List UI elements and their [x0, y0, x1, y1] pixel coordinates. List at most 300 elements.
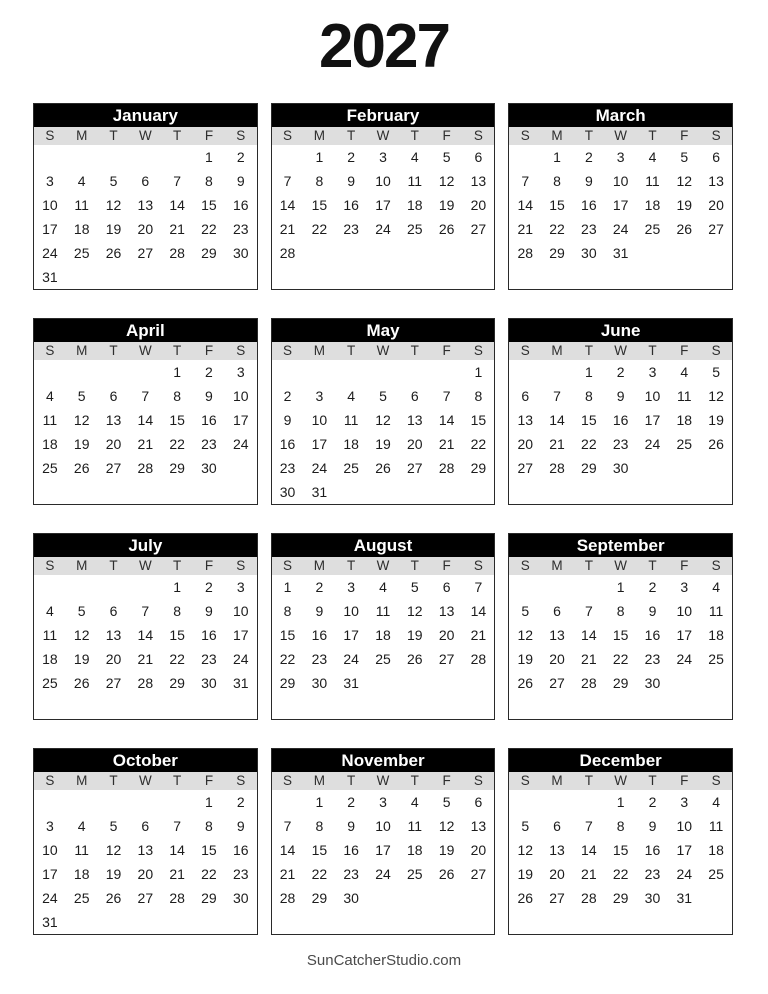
weekday-label: T	[584, 128, 593, 143]
date-cell: 27	[407, 460, 423, 476]
date-cell-empty	[700, 886, 732, 910]
date-cell: 12	[708, 388, 724, 404]
weekday-label: S	[283, 558, 293, 573]
date-cell-empty	[509, 145, 541, 169]
weekday-header-row	[272, 772, 495, 790]
date-cell: 30	[201, 460, 217, 476]
date-cell-empty	[399, 886, 431, 910]
date-cell-empty	[272, 910, 304, 934]
weekday-label: W	[138, 558, 152, 573]
weekday-label: T	[173, 558, 182, 573]
date-cell: 15	[169, 627, 185, 643]
date-cell-empty	[272, 145, 304, 169]
date-cell: 5	[109, 173, 118, 189]
date-cell-empty	[34, 480, 66, 504]
date-cell-empty	[463, 241, 495, 265]
date-cell: 14	[517, 197, 534, 213]
date-cell: 2	[584, 149, 593, 165]
weekday-label: S	[473, 343, 483, 358]
date-cell-empty	[637, 456, 669, 480]
date-cell-empty	[668, 456, 700, 480]
date-cell: 5	[77, 603, 86, 619]
date-cell-empty	[700, 480, 732, 504]
month-block-december	[508, 748, 733, 935]
date-cell: 20	[105, 436, 122, 452]
date-cell: 29	[169, 460, 185, 476]
date-cell: 14	[279, 197, 296, 213]
weekday-label: T	[109, 343, 118, 358]
date-cell: 25	[708, 866, 724, 882]
date-cell: 12	[73, 627, 90, 643]
date-cell: 26	[73, 460, 90, 476]
date-cell: 22	[169, 651, 185, 667]
date-cell: 30	[232, 245, 249, 261]
date-cell: 31	[612, 245, 629, 261]
weekday-label: M	[313, 558, 325, 573]
date-cell-empty	[509, 360, 541, 384]
date-cell: 29	[311, 890, 328, 906]
weekday-label: T	[648, 128, 657, 143]
date-cell: 4	[648, 149, 657, 165]
weekday-label: T	[648, 773, 657, 788]
date-cell: 3	[315, 388, 324, 404]
month-block-july	[33, 533, 258, 720]
weekday-label: W	[614, 558, 628, 573]
weekday-header-row	[509, 772, 732, 790]
date-cell: 24	[42, 890, 58, 906]
date-cell-empty	[98, 360, 130, 384]
date-cell-empty	[66, 265, 98, 289]
weekday-label: F	[442, 773, 451, 788]
date-cell: 2	[347, 149, 356, 165]
date-cell: 20	[137, 221, 154, 237]
date-cell: 2	[236, 794, 245, 810]
date-cell: 17	[42, 866, 58, 882]
date-cell: 20	[470, 842, 487, 858]
date-cell: 9	[648, 818, 657, 834]
date-cell-empty	[66, 480, 98, 504]
date-cell: 7	[553, 388, 561, 404]
weekday-label: F	[442, 343, 451, 358]
date-cell: 20	[549, 866, 565, 882]
weekday-label: W	[138, 128, 152, 143]
date-cell: 13	[549, 627, 565, 643]
weekday-label: M	[76, 128, 88, 143]
date-cell: 4	[77, 818, 86, 834]
date-cell: 25	[644, 221, 661, 237]
date-grid	[272, 790, 495, 934]
date-cell: 2	[648, 794, 657, 810]
date-cell: 31	[232, 675, 249, 691]
month-title: May	[272, 319, 495, 342]
date-cell: 18	[407, 197, 423, 213]
date-cell: 31	[343, 675, 359, 691]
date-cell: 9	[616, 388, 625, 404]
footer-credit: SunCatcherStudio.com	[306, 952, 462, 969]
date-cell: 19	[105, 221, 122, 237]
date-grid	[34, 575, 257, 719]
weekday-label: S	[520, 128, 530, 143]
date-cell-empty	[637, 265, 669, 289]
date-cell: 8	[616, 603, 625, 619]
date-cell-empty	[161, 480, 193, 504]
date-cell-empty	[573, 910, 605, 934]
date-cell: 3	[46, 818, 54, 834]
date-cell: 16	[612, 412, 629, 428]
date-cell: 11	[343, 412, 359, 428]
date-cell: 25	[343, 460, 359, 476]
date-cell: 7	[141, 388, 150, 404]
date-cell: 19	[438, 197, 455, 213]
date-cell-empty	[34, 695, 66, 719]
date-cell: 12	[105, 197, 122, 213]
date-cell: 26	[375, 460, 391, 476]
date-cell: 7	[283, 173, 292, 189]
date-cell: 9	[315, 603, 324, 619]
date-cell: 30	[279, 484, 296, 500]
date-cell-empty	[66, 360, 98, 384]
date-cell-empty	[193, 265, 225, 289]
date-cell: 8	[205, 818, 213, 834]
date-cell-empty	[573, 695, 605, 719]
date-cell: 8	[283, 603, 292, 619]
date-cell-empty	[700, 910, 732, 934]
date-cell-empty	[668, 480, 700, 504]
date-cell: 21	[169, 221, 185, 237]
date-cell: 11	[407, 173, 423, 189]
weekday-label: F	[680, 773, 689, 788]
weekday-label: T	[410, 343, 419, 358]
month-block-january	[33, 103, 258, 290]
date-cell: 22	[311, 221, 328, 237]
date-cell: 24	[232, 651, 249, 667]
date-cell-empty	[225, 695, 257, 719]
weekday-label: S	[473, 773, 483, 788]
date-cell: 28	[581, 675, 597, 691]
date-cell: 1	[315, 794, 324, 810]
date-grid	[272, 360, 495, 504]
date-cell-empty	[98, 145, 130, 169]
date-cell-empty	[129, 910, 161, 934]
date-cell: 6	[442, 579, 451, 595]
date-cell-empty	[367, 480, 399, 504]
date-cell: 25	[42, 675, 58, 691]
month-block-october	[33, 748, 258, 935]
date-cell: 17	[375, 842, 391, 858]
weekday-header-row	[272, 127, 495, 145]
month-title: August	[272, 534, 495, 557]
date-cell: 4	[712, 794, 720, 810]
month-block-march	[508, 103, 733, 290]
month-block-november	[271, 748, 496, 935]
date-cell: 25	[708, 651, 724, 667]
date-cell: 23	[581, 221, 597, 237]
weekday-label: W	[138, 773, 152, 788]
date-cell-empty	[637, 910, 669, 934]
date-cell: 15	[549, 197, 565, 213]
weekday-label: S	[520, 558, 530, 573]
date-cell: 14	[470, 603, 487, 619]
date-cell-empty	[161, 790, 193, 814]
date-cell: 18	[42, 651, 58, 667]
date-cell: 14	[137, 627, 154, 643]
date-cell: 18	[375, 627, 391, 643]
weekday-label: S	[711, 773, 721, 788]
date-grid	[509, 145, 732, 289]
date-cell-empty	[700, 241, 732, 265]
date-cell-empty	[193, 695, 225, 719]
date-cell: 1	[173, 364, 182, 380]
weekday-header-row	[272, 557, 495, 575]
date-cell: 4	[77, 173, 86, 189]
date-cell: 15	[470, 412, 487, 428]
date-cell: 10	[42, 842, 58, 858]
date-cell: 12	[105, 842, 122, 858]
date-grid	[272, 145, 495, 289]
date-cell: 25	[375, 651, 391, 667]
date-cell: 11	[74, 197, 89, 213]
month-block-february	[271, 103, 496, 290]
date-cell: 8	[584, 388, 593, 404]
date-cell-empty	[431, 360, 463, 384]
date-cell: 19	[105, 866, 122, 882]
date-cell: 4	[680, 364, 689, 380]
weekday-label: F	[680, 343, 689, 358]
weekday-label: T	[584, 558, 593, 573]
date-cell: 22	[311, 866, 328, 882]
date-cell-empty	[700, 671, 732, 695]
month-title: November	[272, 749, 495, 772]
weekday-label: M	[76, 558, 88, 573]
date-cell: 26	[105, 890, 122, 906]
date-grid	[509, 360, 732, 504]
date-cell: 11	[708, 818, 724, 834]
month-block-april	[33, 318, 258, 505]
date-cell: 13	[438, 603, 455, 619]
weekday-label: F	[204, 773, 214, 788]
date-cell: 5	[77, 388, 86, 404]
date-cell: 6	[474, 149, 483, 165]
date-cell: 10	[311, 412, 328, 428]
date-cell-empty	[573, 265, 605, 289]
date-cell: 16	[201, 627, 217, 643]
weekday-header-row	[34, 342, 257, 360]
date-cell-empty	[509, 910, 541, 934]
date-cell: 19	[676, 197, 693, 213]
date-cell: 25	[73, 245, 90, 261]
weekday-label: S	[283, 128, 293, 143]
date-cell: 19	[407, 627, 423, 643]
date-cell: 21	[581, 651, 597, 667]
date-cell: 30	[343, 890, 359, 906]
date-cell: 14	[169, 197, 185, 213]
date-cell-empty	[463, 886, 495, 910]
date-cell: 22	[612, 651, 629, 667]
date-cell: 27	[470, 221, 487, 237]
date-cell-empty	[98, 790, 130, 814]
date-cell: 27	[137, 245, 154, 261]
date-cell-empty	[367, 695, 399, 719]
date-cell: 3	[648, 364, 657, 380]
weekday-label: T	[109, 773, 118, 788]
date-cell: 22	[612, 866, 629, 882]
date-cell: 19	[708, 412, 724, 428]
date-cell: 9	[347, 818, 356, 834]
date-cell: 8	[205, 173, 213, 189]
date-cell: 23	[279, 460, 296, 476]
month-title: October	[34, 749, 257, 772]
date-cell-empty	[66, 145, 98, 169]
date-cell: 28	[279, 890, 296, 906]
date-cell: 15	[612, 842, 629, 858]
weekday-label: F	[680, 558, 689, 573]
date-cell-empty	[335, 910, 367, 934]
weekday-label: M	[313, 128, 325, 143]
date-cell: 3	[680, 794, 689, 810]
date-grid	[34, 360, 257, 504]
date-cell: 10	[343, 603, 359, 619]
month-block-june	[508, 318, 733, 505]
date-cell: 26	[105, 245, 122, 261]
weekday-header-row	[34, 557, 257, 575]
weekday-label: S	[45, 343, 55, 358]
date-cell: 10	[612, 173, 629, 189]
weekday-label: S	[236, 558, 246, 573]
date-cell: 18	[644, 197, 661, 213]
weekday-label: S	[45, 128, 55, 143]
date-cell-empty	[129, 360, 161, 384]
date-cell-empty	[272, 790, 304, 814]
date-cell-empty	[225, 910, 257, 934]
weekday-label: W	[376, 128, 390, 143]
date-cell: 12	[438, 173, 455, 189]
date-cell: 17	[612, 197, 629, 213]
date-cell: 24	[343, 651, 359, 667]
date-cell: 17	[644, 412, 661, 428]
date-cell: 9	[205, 603, 213, 619]
date-cell-empty	[431, 910, 463, 934]
date-cell-empty	[367, 671, 399, 695]
date-cell: 28	[137, 675, 154, 691]
date-cell-empty	[335, 695, 367, 719]
date-cell-empty	[367, 241, 399, 265]
weekday-header-row	[509, 557, 732, 575]
date-grid	[34, 790, 257, 934]
weekday-label: S	[473, 558, 483, 573]
date-cell-empty	[463, 671, 495, 695]
weekday-label: M	[551, 128, 563, 143]
date-cell: 30	[644, 890, 661, 906]
date-cell: 2	[205, 364, 213, 380]
date-cell-empty	[668, 671, 700, 695]
date-cell-empty	[605, 265, 637, 289]
date-cell: 7	[173, 818, 182, 834]
date-cell: 7	[283, 818, 292, 834]
month-title: September	[509, 534, 732, 557]
weekday-label: M	[76, 343, 88, 358]
date-cell: 26	[708, 436, 724, 452]
date-grid	[34, 145, 257, 289]
date-cell: 6	[553, 818, 561, 834]
date-cell: 11	[375, 603, 391, 619]
weekday-label: T	[347, 558, 356, 573]
date-cell: 16	[201, 412, 217, 428]
date-cell: 17	[42, 221, 58, 237]
date-grid	[509, 790, 732, 934]
date-cell-empty	[225, 480, 257, 504]
date-cell: 2	[283, 388, 292, 404]
weekday-label: F	[204, 128, 214, 143]
date-cell: 5	[712, 364, 720, 380]
date-cell-empty	[303, 360, 335, 384]
date-cell: 24	[644, 436, 661, 452]
date-cell: 9	[584, 173, 593, 189]
date-cell-empty	[605, 910, 637, 934]
weekday-label: T	[410, 128, 419, 143]
date-cell: 11	[42, 412, 58, 428]
months-grid	[33, 103, 733, 935]
weekday-label: W	[138, 343, 152, 358]
date-cell: 6	[141, 818, 150, 834]
date-cell-empty	[463, 910, 495, 934]
date-cell: 21	[470, 627, 487, 643]
date-cell: 23	[644, 651, 661, 667]
date-cell: 3	[46, 173, 54, 189]
date-cell: 22	[549, 221, 565, 237]
weekday-label: W	[614, 343, 628, 358]
date-cell-empty	[431, 671, 463, 695]
date-cell: 29	[612, 675, 629, 691]
weekday-header-row	[272, 342, 495, 360]
date-cell-empty	[399, 695, 431, 719]
date-cell-empty	[272, 360, 304, 384]
date-grid	[509, 575, 732, 719]
date-cell: 17	[232, 412, 249, 428]
date-cell: 27	[438, 651, 455, 667]
date-cell: 16	[644, 842, 661, 858]
date-cell: 1	[205, 149, 213, 165]
weekday-label: T	[173, 128, 182, 143]
date-cell: 27	[137, 890, 154, 906]
date-cell-empty	[541, 790, 573, 814]
date-cell: 13	[105, 627, 122, 643]
weekday-label: M	[313, 343, 325, 358]
date-cell: 16	[279, 436, 296, 452]
date-cell-empty	[161, 695, 193, 719]
date-cell: 26	[517, 675, 534, 691]
date-cell: 14	[279, 842, 296, 858]
weekday-label: S	[520, 343, 530, 358]
date-cell: 26	[73, 675, 90, 691]
month-title: December	[509, 749, 732, 772]
date-cell: 21	[438, 436, 455, 452]
date-cell: 4	[46, 603, 54, 619]
date-cell-empty	[34, 360, 66, 384]
date-cell: 28	[549, 460, 565, 476]
date-cell: 29	[612, 890, 629, 906]
date-cell: 23	[612, 436, 629, 452]
date-cell: 12	[438, 818, 455, 834]
month-title: July	[34, 534, 257, 557]
date-cell: 28	[581, 890, 597, 906]
weekday-label: S	[711, 343, 721, 358]
date-cell: 10	[644, 388, 661, 404]
date-cell: 2	[236, 149, 245, 165]
weekday-label: S	[236, 773, 246, 788]
date-cell: 1	[474, 364, 483, 380]
date-cell: 19	[73, 436, 90, 452]
date-cell: 5	[379, 388, 387, 404]
